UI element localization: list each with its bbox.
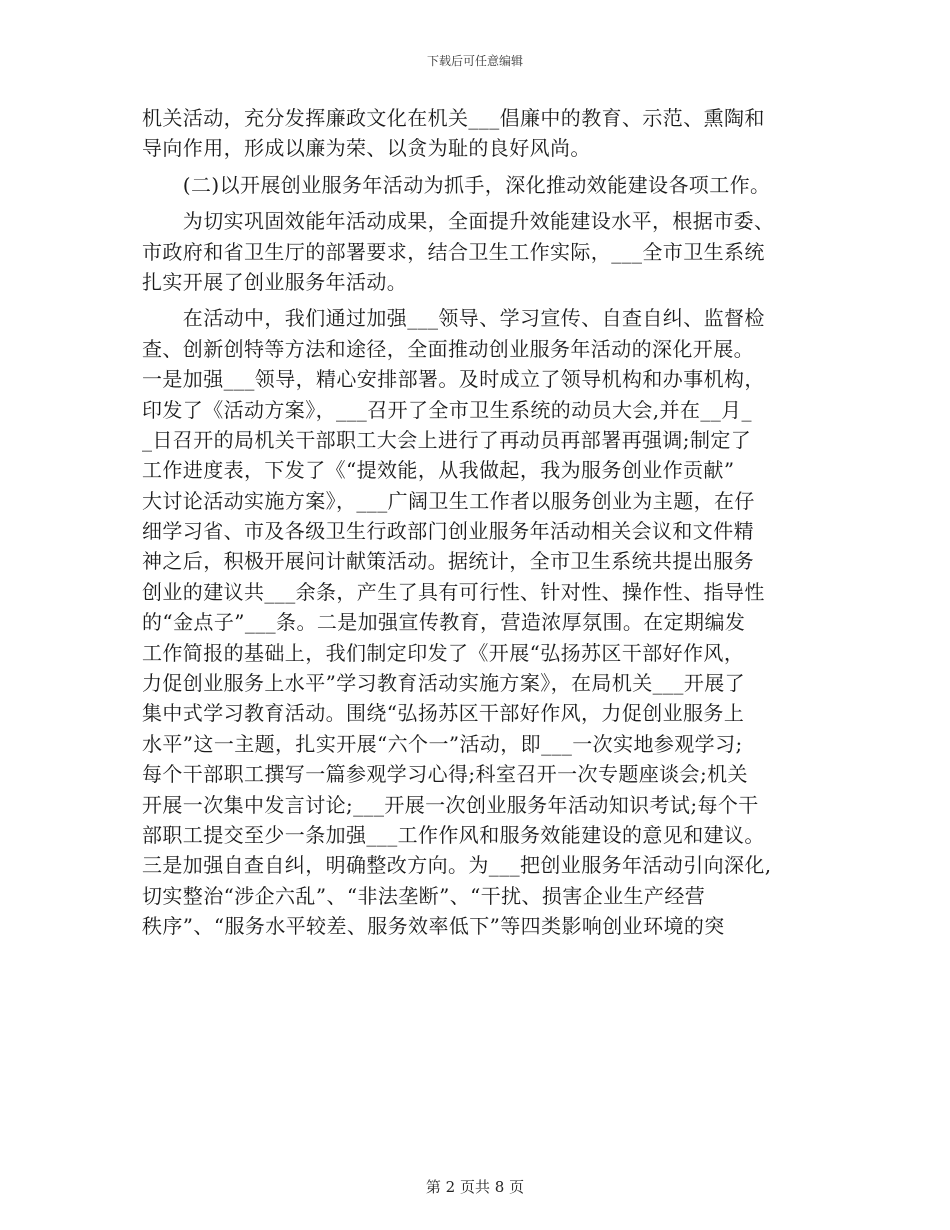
text-line: 查、创新创特等方法和途径，全面推动创业服务年活动的深化开展。: [142, 336, 754, 361]
text-line: 在活动中，我们通过加强___领导、学习宣传、自查自纠、监督检: [142, 306, 765, 331]
text-line: 切实整治“涉企六乱”、“非法垄断”、“干扰、损害企业生产经营: [142, 883, 706, 908]
text-line: 大讨论活动实施方案》，___广阔卫生工作者以服务创业为主题，在仔: [142, 488, 755, 513]
page-number: 第 2 页共 8 页: [425, 1178, 525, 1196]
document-body: [142, 103, 822, 942]
text-line: 力促创业服务上水平”学习教育活动实施方案》，在局机关___开展了: [142, 671, 746, 696]
text-line: 集中式学习教育活动。围绕“弘扬苏区干部好作风，力促创业服务上: [142, 701, 745, 726]
text-line: 部职工提交至少一条加强___工作作风和服务效能建设的意见和建议。: [142, 822, 765, 847]
text-line: 开展一次集中发言讨论;___开展一次创业服务年活动知识考试;每个干: [142, 792, 759, 817]
text-line: _日召开的局机关干部职工大会上进行了再动员再部署再强调;制定了: [142, 427, 752, 452]
text-line: 三是加强自查自纠，明确整改方向。为___把创业服务年活动引向深化,: [142, 853, 772, 878]
text-line: 的“金点子”___条。二是加强宣传教育，营造浓厚氛围。在定期编发: [142, 610, 746, 635]
text-line: 神之后，积极开展问计献策活动。据统计，全市卫生系统共提出服务: [142, 549, 754, 574]
text-line: 工作进度表，下发了《“提效能，从我做起，我为服务创业作贡献”: [142, 458, 735, 483]
text-line: 扎实开展了创业服务年活动。: [142, 269, 408, 294]
text-line: 秩序”、“服务水平较差、服务效率低下”等四类影响创业环境的突: [142, 914, 725, 939]
text-line: 水平”这一主题，扎实开展“六个一”活动，即___一次实地参观学习;: [142, 731, 743, 756]
text-line: 市政府和省卫生厅的部署要求，结合卫生工作实际，___全市卫生系统: [142, 239, 765, 264]
text-line: 印发了《活动方案》，___召开了全市卫生系统的动员大会,并在__月_: [142, 397, 752, 422]
text-line: 创业的建议共___余条，产生了具有可行性、针对性、操作性、指导性: [142, 579, 765, 604]
text-line: 工作简报的基础上，我们制定印发了《开展“弘扬苏区干部好作风，: [142, 640, 745, 665]
text-line: 每个干部职工撰写一篇参观学习心得;科室召开一次专题座谈会;机关: [142, 762, 748, 787]
text-line: 机关活动，充分发挥廉政文化在机关___倡廉中的教育、示范、熏陶和: [142, 106, 765, 130]
text-line: 为切实巩固效能年活动成果，全面提升效能建设水平，根据市委、: [142, 209, 775, 234]
page-header: 下载后可任意编辑: [426, 54, 523, 68]
section-heading: (二)以开展创业服务年活动为抓手，深化推动效能建设各项工作。: [142, 172, 771, 197]
text-line: 一是加强___领导，精心安排部署。及时成立了领导机构和办事机构，: [142, 367, 765, 392]
text-line: 导向作用，形成以廉为荣、以贪为耻的良好风尚。: [142, 136, 591, 161]
text-line: 细学习省、市及各级卫生行政部门创业服务年活动相关会议和文件精: [142, 519, 754, 544]
